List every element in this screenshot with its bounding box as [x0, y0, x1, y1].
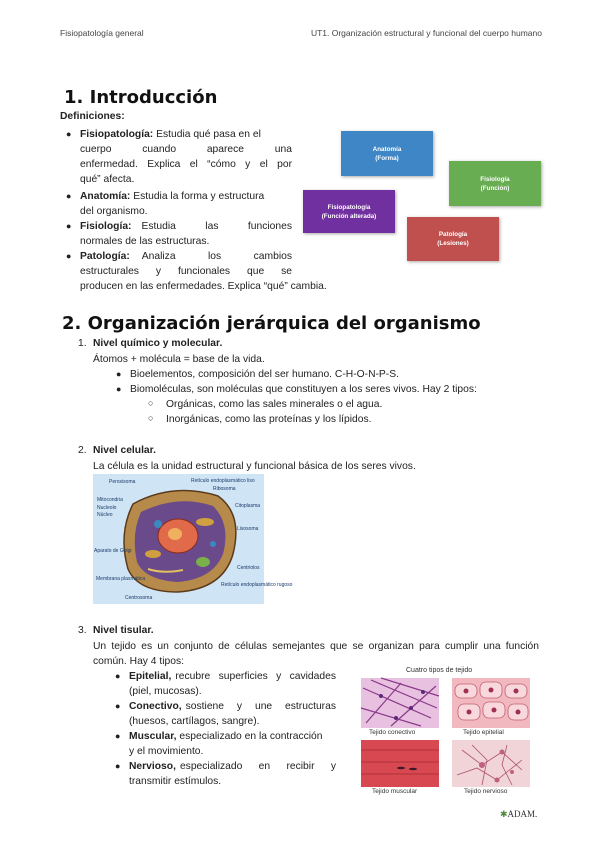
header-right: UT1. Organización estructural y funcional del cuerpo humano [310, 28, 542, 38]
tissue-figure-title: Cuatro tipos de tejido [406, 667, 473, 674]
cell-label: Retículo endoplasmático liso [191, 478, 255, 484]
definition-fisiopatologia [80, 127, 292, 187]
definition-list [66, 127, 292, 187]
caption-muscular: Tejido muscular [372, 788, 418, 795]
definition-continuation: producen en las enfermedades. Explica “qué” cambia. [80, 281, 327, 292]
tissue-nervioso-image [452, 740, 530, 787]
bullet-icon: ● [66, 191, 72, 201]
level-1-intro: Átomos + molécula = base de la vida. [93, 354, 265, 365]
patologia-box [407, 217, 499, 261]
bullet-text: Bioelementos, composición del ser humano. C-H-O-N-P-S. [130, 369, 399, 380]
tissue-muscular-image [361, 740, 439, 787]
fisiologia-box [449, 161, 541, 206]
box-title: Anatomía [372, 145, 402, 153]
tissue-nervioso [115, 759, 336, 789]
level-1-bullet [116, 367, 399, 382]
term: Fisiopatología: [80, 129, 154, 140]
level-1-title: Nivel químico y molecular. [93, 338, 223, 349]
tissue-conectivo-image [361, 678, 439, 728]
tissue-muscular [115, 729, 336, 759]
level-1-sub-bullet [148, 412, 372, 427]
caption-epitelial: Tejido epitelial [463, 729, 504, 736]
cell-label: Nucleolo [97, 505, 117, 511]
line: cuerpo cuando aparece una [80, 144, 292, 155]
line: especializado en la contracción [179, 731, 323, 742]
line: transmitir estímulos. [129, 776, 222, 787]
bullet-icon: ● [66, 221, 72, 231]
level-1-number: 1. [78, 338, 87, 349]
bullet-icon: ● [116, 384, 122, 394]
term: Nervioso, [129, 761, 176, 772]
line: Analiza los cambios [141, 251, 292, 262]
level-2-number: 2. [78, 445, 87, 456]
definition-anatomia [66, 189, 292, 219]
bullet-icon: ● [115, 701, 121, 711]
circle-bullet-icon: ○ [148, 413, 154, 423]
bullet-text: Biomoléculas, son moléculas que constituyen a los seres vivos. Hay 2 tipos: [130, 384, 477, 395]
cell-label: Mitocondria [97, 497, 123, 503]
line: del organismo. [80, 206, 148, 217]
definitions-label: Definiciones: [60, 111, 125, 122]
line: Un tejido es un conjunto de células semejantes que se organizan para cumplir una función [93, 641, 539, 652]
tissue-conectivo [115, 699, 336, 729]
section-2-title: 2. Organización jerárquica del organismo [62, 313, 481, 334]
line: Estudia qué pasa en el [156, 129, 261, 140]
definition-patologia [66, 249, 292, 279]
level-2-text: La célula es la unidad estructural y funcional básica de los seres vivos. [93, 461, 416, 472]
cell-label: Membrana plasmática [96, 576, 146, 582]
cell-label: Peroxisoma [109, 479, 136, 485]
bullet-icon: ● [66, 251, 72, 261]
anatomia-box [341, 131, 433, 176]
caption-conectivo: Tejido conectivo [369, 729, 416, 736]
line: Estudia la forma y estructura [133, 191, 265, 202]
cell-label: Núcleo [97, 512, 113, 518]
box-title: Patología [438, 231, 468, 238]
line: qué” afecta. [80, 174, 135, 185]
term: Epitelial, [129, 671, 172, 682]
sub-bullet-text: Inorgánicas, como las proteínas y los lípidos. [166, 414, 372, 425]
line: especializado en recibir y [179, 761, 336, 772]
term: Patología: [80, 251, 130, 262]
level-3-title: Nivel tisular. [93, 625, 154, 636]
box-subtitle: (Función alterada) [321, 212, 377, 220]
line: común. Hay 4 tipos: [93, 656, 184, 667]
bullet-icon: ● [66, 129, 72, 139]
circle-bullet-icon: ○ [148, 398, 154, 408]
level-3-text [93, 639, 539, 669]
adam-credit: ADAM. [507, 809, 538, 819]
tissue-epitelial-image [452, 678, 530, 728]
term: Muscular, [129, 731, 177, 742]
cell-label: Ribosoma [213, 486, 236, 492]
level-3-number: 3. [78, 625, 87, 636]
line: normales de las estructuras. [80, 236, 210, 247]
sub-bullet-text: Orgánicas, como las sales minerales o el agua. [166, 399, 383, 410]
bullet-icon: ● [115, 731, 121, 741]
level-1-bullet [116, 382, 477, 397]
tissue-epitelial [115, 669, 336, 699]
section-1-title: 1. Introducción [64, 87, 218, 108]
cell-diagram [93, 474, 293, 604]
cell-label: Centriolos [237, 565, 260, 571]
header-left: Fisiopatología general [60, 28, 144, 38]
caption-nervioso: Tejido nervioso [464, 788, 508, 795]
line: (piel, mucosas). [129, 686, 202, 697]
box-title: Fisiología [480, 175, 510, 183]
adam-star-icon: ✱ [500, 809, 508, 819]
definition-fisiologia [66, 219, 292, 249]
bullet-icon: ● [116, 369, 122, 379]
level-1-sub-bullet [148, 397, 383, 412]
box-subtitle: (Función) [480, 184, 510, 192]
bullet-icon: ● [115, 761, 121, 771]
level-2-title: Nivel celular. [93, 445, 156, 456]
box-subtitle: (Forma) [375, 154, 399, 162]
cell-label: Aparato de Golgi [94, 548, 132, 554]
term: Conectivo, [129, 701, 182, 712]
line: recubre superficies y cavidades [175, 671, 336, 682]
line: Estudia las funciones [141, 221, 292, 232]
cell-label: Retículo endoplasmático rugoso [221, 582, 293, 588]
line: y el movimiento. [129, 746, 204, 757]
line: (huesos, cartílagos, sangre). [129, 716, 260, 727]
fisiopatologia-box [303, 190, 395, 233]
bullet-icon: ● [115, 671, 121, 681]
box-subtitle: (Lesiones) [437, 240, 469, 247]
line: estructurales y funcionales que se [80, 266, 292, 277]
cell-label: Citoplasma [235, 503, 261, 509]
term: Anatomía: [80, 191, 131, 202]
line: sostiene y une estructuras [185, 701, 336, 712]
cell-label: Centrosoma [125, 595, 153, 601]
cell-label: Lisosoma [237, 526, 259, 532]
term: Fisiología: [80, 221, 132, 232]
box-title: Fisiopatología [327, 203, 371, 211]
line: enfermedad. Explica el “cómo y el por [80, 159, 292, 170]
adam-logo [500, 809, 537, 820]
